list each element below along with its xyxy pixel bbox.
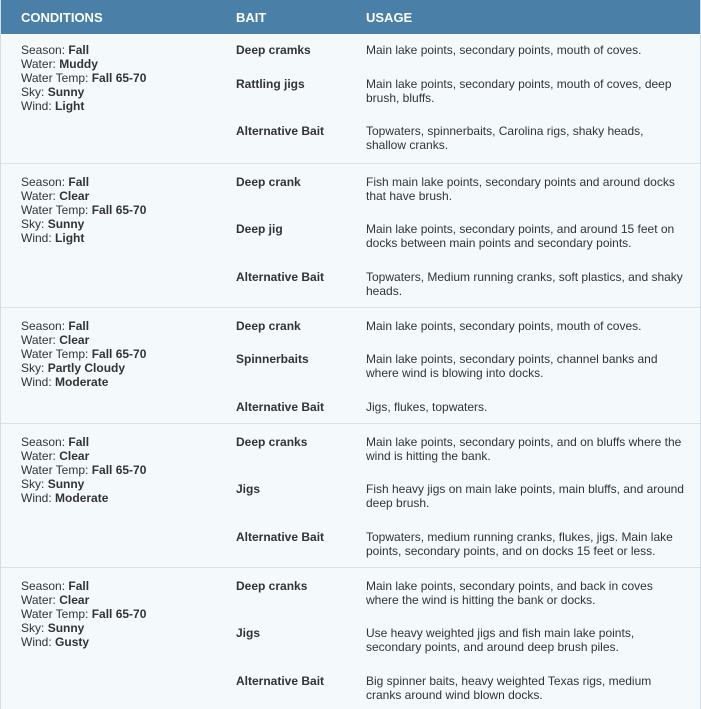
condition-label: Water: [21, 57, 56, 71]
bait-usage: Fish main lake points, secondary points and around docks that have brush. [366, 175, 675, 203]
condition-value: Clear [59, 333, 90, 347]
condition-label: Season: [21, 175, 66, 189]
condition-value: Muddy [59, 57, 98, 71]
condition-value: Fall [68, 319, 90, 333]
condition-label: Sky: [21, 477, 45, 491]
condition-label: Water Temp: [21, 463, 89, 477]
bait-name: Rattling jigs [236, 77, 305, 91]
condition-label: Sky: [21, 217, 45, 231]
condition-line [21, 593, 221, 607]
condition-line [21, 99, 221, 113]
bait-name: Alternative Bait [236, 674, 325, 688]
condition-label: Season: [21, 435, 66, 449]
bait-name: Jigs [236, 626, 261, 640]
conditions-cell [21, 175, 221, 245]
condition-line [21, 85, 221, 99]
condition-label: Season: [21, 579, 66, 593]
bait-name: Alternative Bait [236, 530, 325, 544]
condition-value: Fall [68, 43, 90, 57]
condition-value: Fall [68, 579, 90, 593]
conditions-cell [21, 43, 221, 113]
bait-usage: Jigs, flukes, topwaters. [366, 400, 488, 414]
condition-line [21, 621, 221, 635]
conditions-cell [21, 579, 221, 649]
condition-value: Light [55, 99, 85, 113]
table-row [1, 567, 700, 709]
bait-name: Deep cranks [236, 435, 308, 449]
header-bait: BAIT [236, 10, 267, 25]
bait-usage: Main lake points, secondary points, mouth of coves. [366, 319, 642, 333]
condition-line [21, 57, 221, 71]
condition-label: Water: [21, 449, 56, 463]
condition-line [21, 375, 221, 389]
condition-value: Fall 65-70 [91, 347, 147, 361]
bait-name: Deep cranks [236, 579, 308, 593]
condition-label: Season: [21, 43, 66, 57]
bait-usage: Main lake points, secondary points, mouth of coves, deep brush, bluffs. [366, 77, 672, 105]
condition-value: Clear [59, 189, 90, 203]
condition-label: Water Temp: [21, 607, 89, 621]
condition-line [21, 435, 221, 449]
bait-usage: Topwaters, Medium running cranks, soft plastics, and shaky heads. [366, 270, 683, 298]
bait-name: Deep crank [236, 175, 301, 189]
condition-value: Sunny [47, 85, 85, 99]
table-row [1, 307, 700, 423]
condition-label: Water Temp: [21, 203, 89, 217]
bait-name: Alternative Bait [236, 270, 325, 284]
bait-usage: Main lake points, secondary points, and around 15 feet on docks between main points and secondary points. [366, 222, 675, 250]
bait-name: Jigs [236, 482, 261, 496]
bait-usage: Use heavy weighted jigs and fish main lake points, secondary points, and around deep brush piles. [366, 626, 635, 654]
bait-usage: Main lake points, secondary points, and on bluffs where the wind is hitting the bank. [366, 435, 682, 463]
condition-value: Partly Cloudy [47, 361, 126, 375]
condition-label: Water: [21, 593, 56, 607]
table-row [1, 423, 700, 567]
condition-line [21, 319, 221, 333]
condition-line [21, 189, 221, 203]
bait-name: Deep cramks [236, 43, 311, 57]
condition-label: Wind: [21, 491, 52, 505]
condition-value: Sunny [47, 217, 85, 231]
condition-label: Water Temp: [21, 71, 89, 85]
bait-usage: Main lake points, secondary points, channel banks and where wind is blowing into docks. [366, 352, 658, 380]
condition-value: Clear [59, 593, 90, 607]
condition-value: Light [55, 231, 85, 245]
condition-value: Fall 65-70 [91, 463, 147, 477]
condition-value: Clear [59, 449, 90, 463]
bait-usage: Main lake points, secondary points, and back in coves where the wind is hitting the bank or docks. [366, 579, 653, 607]
bait-name: Spinnerbaits [236, 352, 309, 366]
condition-value: Fall 65-70 [91, 607, 147, 621]
condition-value: Fall 65-70 [91, 203, 147, 217]
condition-label: Water: [21, 189, 56, 203]
bait-usage: Topwaters, medium running cranks, flukes, jigs. Main lake points, secondary points, and on docks 15 feet or less. [366, 530, 673, 558]
table-header [1, 0, 700, 34]
condition-line [21, 347, 221, 361]
condition-value: Sunny [47, 477, 85, 491]
condition-line [21, 217, 221, 231]
bait-name: Alternative Bait [236, 124, 325, 138]
header-conditions: CONDITIONS [21, 10, 103, 25]
table-row [1, 34, 700, 163]
condition-line [21, 361, 221, 375]
bait-usage: Big spinner baits, heavy weighted Texas rigs, medium cranks around wind blown docks. [366, 674, 652, 702]
condition-value: Sunny [47, 621, 85, 635]
condition-value: Gusty [55, 635, 90, 649]
condition-line [21, 203, 221, 217]
condition-label: Wind: [21, 375, 52, 389]
bait-usage: Fish heavy jigs on main lake points, main bluffs, and around deep brush. [366, 482, 684, 510]
condition-label: Wind: [21, 99, 52, 113]
condition-label: Water: [21, 333, 56, 347]
condition-label: Wind: [21, 231, 52, 245]
condition-label: Wind: [21, 635, 52, 649]
condition-line [21, 477, 221, 491]
condition-value: Fall [68, 175, 90, 189]
conditions-cell [21, 435, 221, 505]
condition-line [21, 175, 221, 189]
condition-line [21, 71, 221, 85]
condition-line [21, 635, 221, 649]
header-usage: USAGE [366, 10, 413, 25]
bait-usage: Main lake points, secondary points, mouth of coves. [366, 43, 642, 57]
condition-line [21, 231, 221, 245]
condition-label: Sky: [21, 621, 45, 635]
condition-line [21, 43, 221, 57]
condition-label: Water Temp: [21, 347, 89, 361]
condition-value: Fall [68, 435, 90, 449]
bait-usage: Topwaters, spinnerbaits, Carolina rigs, shaky heads, shallow cranks. [366, 124, 644, 152]
condition-line [21, 491, 221, 505]
bait-name: Deep jig [236, 222, 283, 236]
condition-line [21, 607, 221, 621]
conditions-cell [21, 319, 221, 389]
condition-label: Sky: [21, 85, 45, 99]
condition-line [21, 579, 221, 593]
condition-value: Moderate [55, 491, 109, 505]
condition-line [21, 449, 221, 463]
condition-line [21, 463, 221, 477]
condition-value: Moderate [55, 375, 109, 389]
bait-name: Deep crank [236, 319, 301, 333]
condition-label: Season: [21, 319, 66, 333]
condition-value: Fall 65-70 [91, 71, 147, 85]
bait-name: Alternative Bait [236, 400, 325, 414]
condition-label: Sky: [21, 361, 45, 375]
condition-line [21, 333, 221, 347]
table-row [1, 163, 700, 307]
